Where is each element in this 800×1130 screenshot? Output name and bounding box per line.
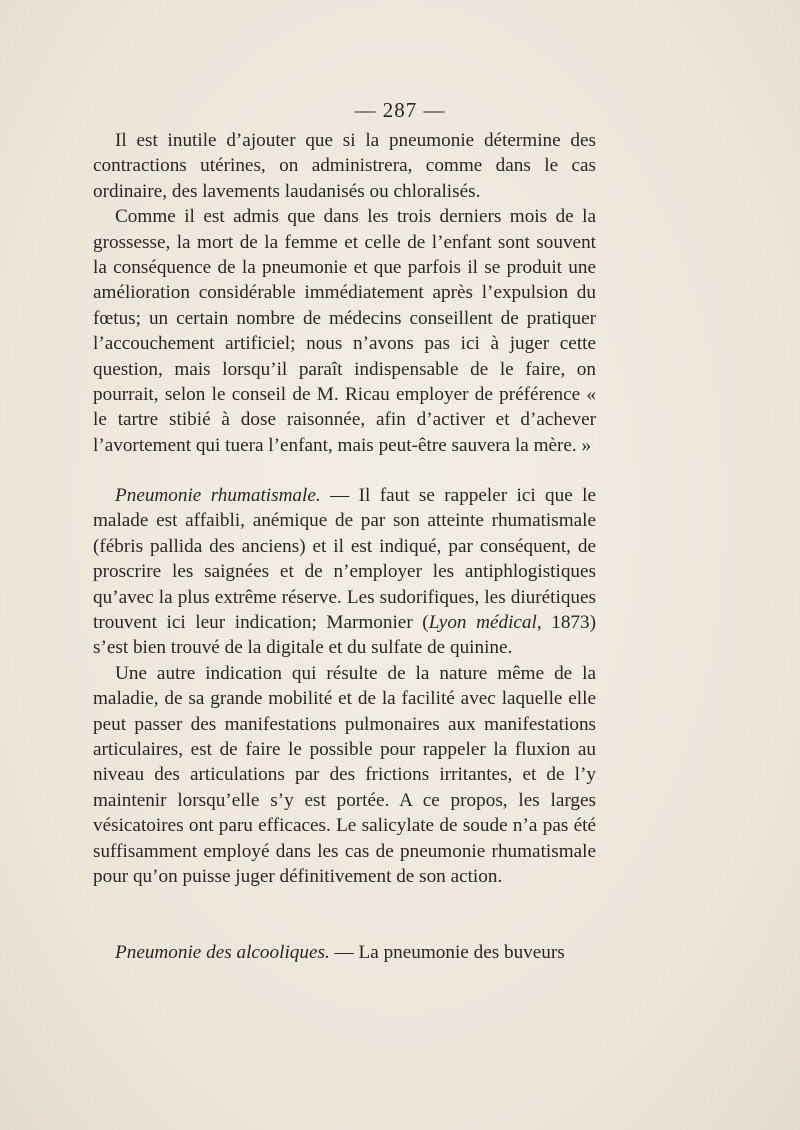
paragraph	[93, 483, 596, 661]
paragraph: Il est inutile d’ajouter que si la pneumonie détermine des contractions utérines, on administrera, comme dans le cas ordinaire, des lavements laudanisés ou chloralisés.	[93, 130, 596, 202]
citation-title: Lyon médical	[428, 612, 537, 634]
paragraph-text: — Il faut se rappeler ici que le malade est affaibli, anémique de par son atteinte rhumatismale (fébris pallida des anciens) et il est indiqué, par conséquent, de proscrire les saignées et de n’employer les antiphlogistiques qu’avec la plus extrême réserve. Les sudorifiques, les diurétiques trouvent ici leur indication; Marmonier (	[93, 485, 596, 634]
section-title: Pneumonie des alcooliques.	[115, 942, 330, 963]
section-title: Pneumonie rhumatismale.	[115, 485, 321, 506]
text-block-2	[93, 483, 596, 890]
paragraph: Comme il est admis que dans les trois derniers mois de la grossesse, la mort de la femme et celle de l’enfant sont souvent la conséquence de la pneumonie et que parfois il se produit une amélioration considérable immédiatement après l’expulsion du fœtus; un certain nombre de médecins conseillent de pratiquer l’accouchement artificiel; nous n’avons pas ici à juger cette question, mais lorsqu’il paraît indispensable de le faire, on pourrait, selon le conseil de M. Ricau employer de préférence « le tartre stibié à dose raisonnée, afin d’activer et d’achever l’avortement qui tuera l’enfant, mais peut-être sauvera la mère. »	[93, 206, 596, 456]
paragraph-text-after: , 1873) s’est bien trouvé de la digitale et du sulfate de quinine.	[93, 612, 596, 659]
text-block-3	[93, 940, 596, 965]
paragraph-text: — La pneumonie des buveurs	[329, 942, 565, 963]
page-number: — 287 —	[354, 98, 446, 122]
text-block-1	[93, 128, 596, 458]
paragraph: Une autre indication qui résulte de la nature même de la maladie, de sa grande mobilité et de la facilité avec laquelle elle peut passer des manifestations pulmonaires aux manifestations articulaires, est de faire le possible pour rappeler la fluxion au niveau des articulations par des frictions irritantes, et de l’y maintenir lorsqu’elle s’y est portée. A ce propos, les larges vésicatoires ont paru efficaces. Le salicylate de soude n’a pas été suffisamment employé dans les cas de pneumonie rhumatismale pour qu’on puisse juger définitivement de son action.	[93, 662, 596, 888]
paragraph	[93, 940, 596, 965]
